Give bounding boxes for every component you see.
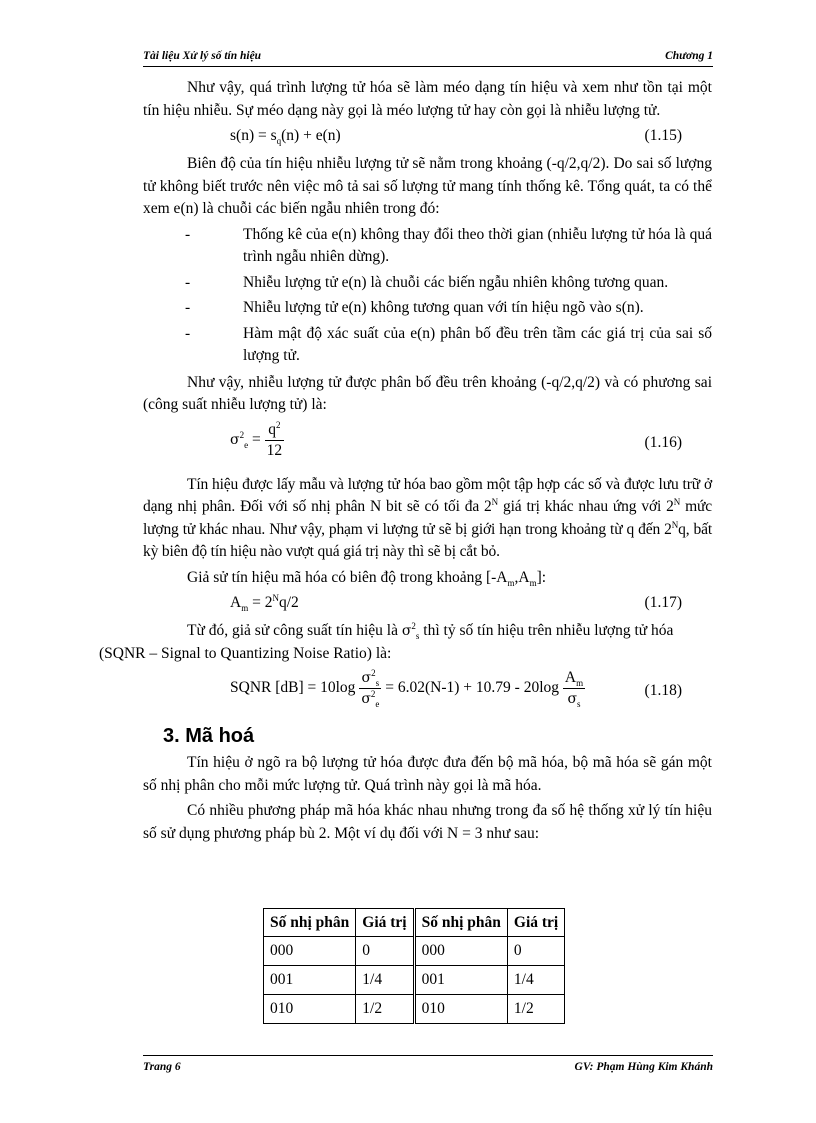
table-row xyxy=(264,966,565,995)
equation-1-18-number: (1.18) xyxy=(644,682,682,699)
footer-author: GV: Phạm Hùng Kim Khánh xyxy=(574,1061,713,1073)
header-doc-title: Tài liệu Xử lý số tín hiệu xyxy=(143,50,262,62)
equation-1-17-number: (1.17) xyxy=(644,594,682,611)
equation-1-17 xyxy=(143,592,712,616)
paragraph-binary-storage: Tín hiệu được lấy mẫu và lượng tử hóa bao gồm một tập hợp các số và được lưu trữ ở dạng nhị phân. Đối với số nhị phân N bit sẽ có tối đa $2^N$ giá trị khác nhau ứng với $2^N$ mức lượng tử khác nhau. Như vậy, phạm vi lượng tử sẽ bị giới hạn trong khoảng từ q đến $2^Nq$, bất kỳ biên độ tín hiệu nào vượt quá giá trị này thì sẽ bị cắt bỏ. xyxy=(143,475,712,560)
equation-1-15 xyxy=(143,125,712,149)
column-header: Số nhị phân xyxy=(414,909,507,937)
equation-1-16-expr: $\sigma^2_e$ = $\frac{q^2}{12}$ xyxy=(230,419,283,459)
equation-1-18 xyxy=(143,668,712,716)
table-cell: 0 xyxy=(507,937,564,966)
table-cell: 1/2 xyxy=(507,995,564,1024)
paragraph-quantization-distortion: Như vậy, quá trình lượng tử hóa sẽ làm méo dạng tín hiệu và xem như tồn tại một tín hiệu nhiễu. Sự méo dạng này gọi là méo lượng tử hay còn gọi là nhiễu lượng tử. xyxy=(143,79,712,119)
equation-1-16 xyxy=(143,420,712,468)
list-item: - Nhiễu lượng tử e(n) không tương quan với tín hiệu ngõ vào s(n). xyxy=(185,299,644,316)
column-header: Số nhị phân xyxy=(264,909,356,937)
equation-1-15-expr: $s(n) = s_q(n) + e(n)$ xyxy=(230,127,341,147)
equation-1-15-number: (1.15) xyxy=(644,127,682,144)
binary-code-table xyxy=(263,908,565,1024)
header-chapter: Chương 1 xyxy=(665,50,713,62)
equation-1-16-number: (1.16) xyxy=(644,433,682,451)
table-cell: 010 xyxy=(264,995,356,1024)
paragraph-encoder: Tín hiệu ở ngõ ra bộ lượng tử hóa được đưa đến bộ mã hóa, bộ mã hóa sẽ gán một số nhị phân cho mỗi mức lượng tử. Quá trình này gọi là mã hóa. xyxy=(143,754,712,794)
table-header-row xyxy=(264,909,565,937)
table-row xyxy=(264,995,565,1024)
table-row xyxy=(264,937,565,966)
table-cell: 001 xyxy=(264,966,356,995)
paragraph-noise-variance: Như vậy, nhiễu lượng tử được phân bố đều trên khoảng (-q/2,q/2) và có phương sai (công suất nhiễu lượng tử) là: xyxy=(143,373,712,413)
list-item: - Hàm mật độ xác suất của e(n) phân bố đều trên tầm các giá trị của sai số lượng tử. xyxy=(185,324,712,364)
paragraph-amplitude-range: Giả sử tín hiệu mã hóa có biên độ trong khoảng $[-A_m,A_m]$: xyxy=(187,568,547,588)
table-cell: 1/4 xyxy=(356,966,414,995)
list-item: - Nhiễu lượng tử e(n) là chuỗi các biến ngẫu nhiên không tương quan. xyxy=(185,273,669,291)
page-body xyxy=(99,77,712,848)
paragraph-noise-amplitude: Biên độ của tín hiệu nhiễu lượng tử sẽ nằm trong khoảng (-q/2,q/2). Do sai số lượng tử không biết trước nên việc mô tả sai số lượng tử mang tính thống kê. Tổng quát, ta có thể xem e(n) là chuỗi các biến ngẫu nhiên trong đó: xyxy=(143,155,712,217)
table-cell: 000 xyxy=(414,937,507,966)
table-cell: 000 xyxy=(264,937,356,966)
equation-1-17-expr: $A_m = 2^Nq/2$ xyxy=(230,592,299,614)
header-rule xyxy=(143,66,713,67)
paragraph-twos-complement: Có nhiều phương pháp mã hóa khác nhau nhưng trong đa số hệ thống xử lý tín hiệu số sử dụng phương pháp bù 2. Một ví dụ đối với N = 3 như sau: xyxy=(143,802,712,842)
column-header: Giá trị xyxy=(507,909,564,937)
page-header xyxy=(143,50,713,66)
table-cell: 010 xyxy=(414,995,507,1024)
footer-page-number: Trang 6 xyxy=(143,1061,181,1073)
list-item: - Thống kê của e(n) không thay đổi theo thời gian (nhiễu lượng tử hóa là quá trình ngẫu nhiên dừng). xyxy=(185,225,712,265)
table-cell: 0 xyxy=(356,937,414,966)
footer-rule xyxy=(143,1055,713,1056)
page-footer xyxy=(143,1061,713,1077)
table-cell: 1/4 xyxy=(507,966,564,995)
table-cell: 1/2 xyxy=(356,995,414,1024)
column-header: Giá trị xyxy=(356,909,414,937)
paragraph-sqnr-intro: Từ đó, giả sử công suất tín hiệu là $\sigma^2_s$ thì tỷ số tín hiệu trên nhiễu lượng tử hóa (SQNR – Signal to Quantizing Noise Ratio) là: xyxy=(99,620,674,662)
section-heading-encoding: 3. Mã hoá xyxy=(163,725,255,747)
table-cell: 001 xyxy=(414,966,507,995)
noise-properties-list xyxy=(143,224,712,368)
equation-1-18-expr: SQNR [dB] = 10log $\frac{\sigma^2_s}{\sigma^2_e}$ = 6.02(N-1) + 10.79 - 20log $\frac{A_m}{\sigma_s}$ xyxy=(230,667,584,710)
